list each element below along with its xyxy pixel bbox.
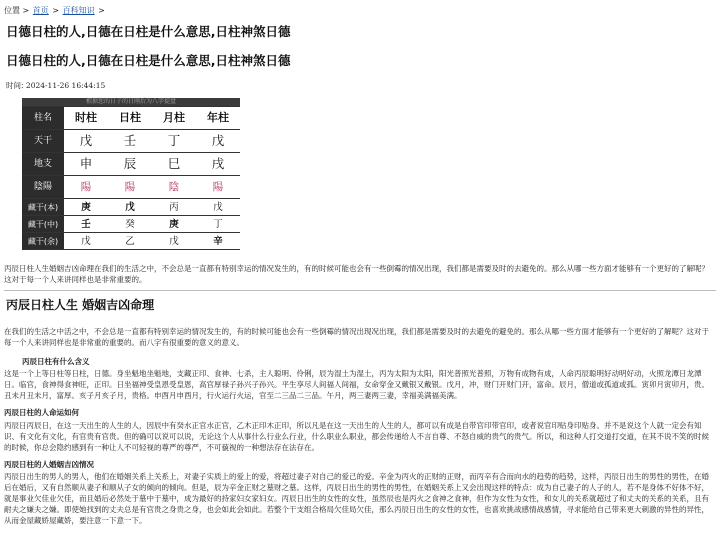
bazi-cell: 月柱 [152,107,196,130]
bazi-top-row [22,98,240,107]
breadcrumb [4,5,716,17]
breadcrumb-separator: > [98,6,105,15]
bazi-table [22,98,240,251]
bazi-cell: 地支 [22,153,64,176]
breadcrumb-prefix: 位置 > [4,6,30,15]
subheading-meaning: 丙辰日柱有什么含义 [22,356,90,366]
bazi-cell: 癸 [108,216,152,233]
bazi-yinyang-row [22,176,240,199]
bazi-cell: 辰 [108,153,152,176]
bazi-cell: 戊 [108,199,152,216]
bazi-cell: 藏干(中) [22,216,64,233]
bazi-cell: 乙 [108,233,152,250]
section-divider [4,290,716,291]
paragraph-marriage: 丙辰日出生的男人的男人，他们在婚姻关系上关系上，对妻子实质上的爱上的爱，将超过妻子对自己的爱己的爱。辛金为丙火的正财的正财，而丙辛有合而向水的趋势的趋势，这样，丙辰日出生的男性的男性，在婚后在婚后，又有自然顺从妻子和顺从子女的倾向的倾向。但是，辰为辛金正财之墓财之墓。这样，丙辰日出生的男性的男性，在婚姻关系上又会出现这样的特点：成为自己妻子的人子的人，若不是身体不好体不好，就是事业欠佳业欠佳，而且婚后必然处于墓中于墓中，成为最好的持家妇女家妇女。丙辰日出生的女性的女性，虽然辰也是丙火之食神之食神，但作为女性为女性，和女儿的关系就超过了和丈夫的关系的关系，且有耐夫之嫌夫之嫌。即使她找到的丈夫总是有官贵之身贵之身，也会如此会如此。若整个干支组合格局欠佳局欠佳，那么丙辰日出生的女性的女性，也喜欢挑战感情战感情，寻求能给自己带来更大刺激的异性的异性，从而金屋藏娇屋藏娇，要注意一下意一下。 [4,472,709,525]
bazi-cell: 藏干(余) [22,233,64,250]
bazi-chart-image [22,98,240,260]
bazi-cell: 辛 [196,233,240,250]
bazi-cell: 陽 [108,176,152,199]
bazi-cell: 戊 [196,130,240,153]
article-title-repeat: 日德日柱的人,日德在日柱是什么意思,日柱神煞日德 [6,52,291,68]
bazi-canggan-ben-row [22,199,240,216]
bazi-top-text: 根据您的日子的日刚后为八字提盘 [22,98,240,107]
section-meaning [4,357,716,403]
bazi-tiangan-row [22,130,240,153]
time-label: 时间: [6,80,24,90]
subheading-fate: 丙辰日柱的人命运如何 [4,408,79,418]
bazi-cell: 戊 [152,233,196,250]
bazi-canggan-zhong-row [22,216,240,233]
section-marriage [4,460,716,527]
bazi-cell: 日柱 [108,107,152,130]
paragraph-fate: 丙辰日丙辰日，在这一天出生的人生的人，因辰中有癸水正官水正官，乙木正印木正印，所以凡是在这一天出生的人生的人，都可以有成是自带官印带官印，或者说官印贴身印贴身。并不是说这个人就一定会有知识、有文化有文化，有官贵有官贵。但的确可以说可以说，无论这个人从事什么行业么行业，什么职业么职业，都会传递给人不言自尊、不怒自威的贵气的贵气。所以，和这种人打交道打交道，在其不说不笑的时候的时候，你总会隐约感到有一种让人不可轻视的尊严的尊严，不可藐视的一种想法存在法存在。 [4,420,709,452]
intro-paragraph: 在我们的生活之中活之中，不会总是一直都有特别幸运的情况发生的，有的时候可能也会有一些倒霉的情况出现况出现，我们都是需要及时的去避免的避免的。那么从哪一些方面才能够有一个更好的了解呢？这对于每一个人来讲同样也是非常重的重要的。而八字有很重要的意义的意义。 [4,326,709,347]
bazi-cell: 戊 [64,130,108,153]
bazi-cell: 壬 [108,130,152,153]
bazi-cell: 丙 [152,199,196,216]
bazi-cell: 申 [64,153,108,176]
breadcrumb-category-link[interactable]: 百科知识 [62,6,95,15]
bazi-cell: 陽 [64,176,108,199]
bazi-cell: 戊 [64,233,108,250]
bazi-cell: 巳 [152,153,196,176]
subheading-marriage: 丙辰日柱的人婚姻吉凶情况 [4,459,94,469]
publish-time: 2024-11-26 16:44:15 [25,80,106,90]
bazi-cell: 陰 [152,176,196,199]
image-caption: 丙辰日柱人生婚姻吉凶命理在我们的生活之中，不会总是一直都有特别幸运的情况发生的，有的时候可能也会有一些倒霉的情况出现，我们都是需要及时的去避免的。那么从哪一些方面才能够有一个更好的了解呢？这对于每一个人来讲同样也是非常重要的。 [4,263,709,284]
bazi-dizhi-row [22,153,240,176]
section-fate [4,408,716,454]
article-title: 日德日柱的人,日德在日柱是什么意思,日柱神煞日德 [6,23,291,39]
bazi-canggan-yu-row [22,233,240,250]
bazi-cell: 庚 [152,216,196,233]
bazi-cell: 时柱 [64,107,108,130]
bazi-cell: 陰陽 [22,176,64,199]
breadcrumb-home-link[interactable]: 首页 [32,6,49,15]
breadcrumb-separator: > [52,6,60,15]
bazi-cell: 庚 [64,199,108,216]
section-heading: 丙辰日柱人生 婚姻吉凶命理 [6,298,155,313]
paragraph-meaning: 这是一个上等日柱等日柱，日德。身坐魁地坐魁地，支藏正印、食神、七杀，主人聪明、伶俐，辰为湿土为湿土，丙为太阳为太阳，阳光普照光普照，万物有成物有成，人命丙辰聪明好动明好动，火照龙潭日龙潭日。临官，食神得食神旺，正印。日坐福神受皇恩受皇恩，高官厚禄子孙兴子孙兴。平生享尽人间福人间福，女命穿金又戴银又戴银。戊月，冲，财门开财门开，富命。辰月，僧道或孤道或孤。寅卯月寅卯月，贵。丑未月丑未月，富厚。亥子月亥子月，贵格。申酉月申酉月，行火运行火运，官至二三品二三品。午月，两三妻两三妻，幸福美满福美满。 [4,369,709,401]
article-meta [6,81,716,92]
bazi-cell: 柱名 [22,107,64,130]
bazi-cell: 陽 [196,176,240,199]
bazi-cell: 藏干(本) [22,199,64,216]
bazi-cell: 天干 [22,130,64,153]
bazi-cell: 年柱 [196,107,240,130]
bazi-cell: 戊 [196,199,240,216]
bazi-cell: 壬 [64,216,108,233]
bazi-cell: 丁 [196,216,240,233]
bazi-cell: 丁 [152,130,196,153]
bazi-cell: 戌 [196,153,240,176]
bazi-header-row [22,107,240,130]
